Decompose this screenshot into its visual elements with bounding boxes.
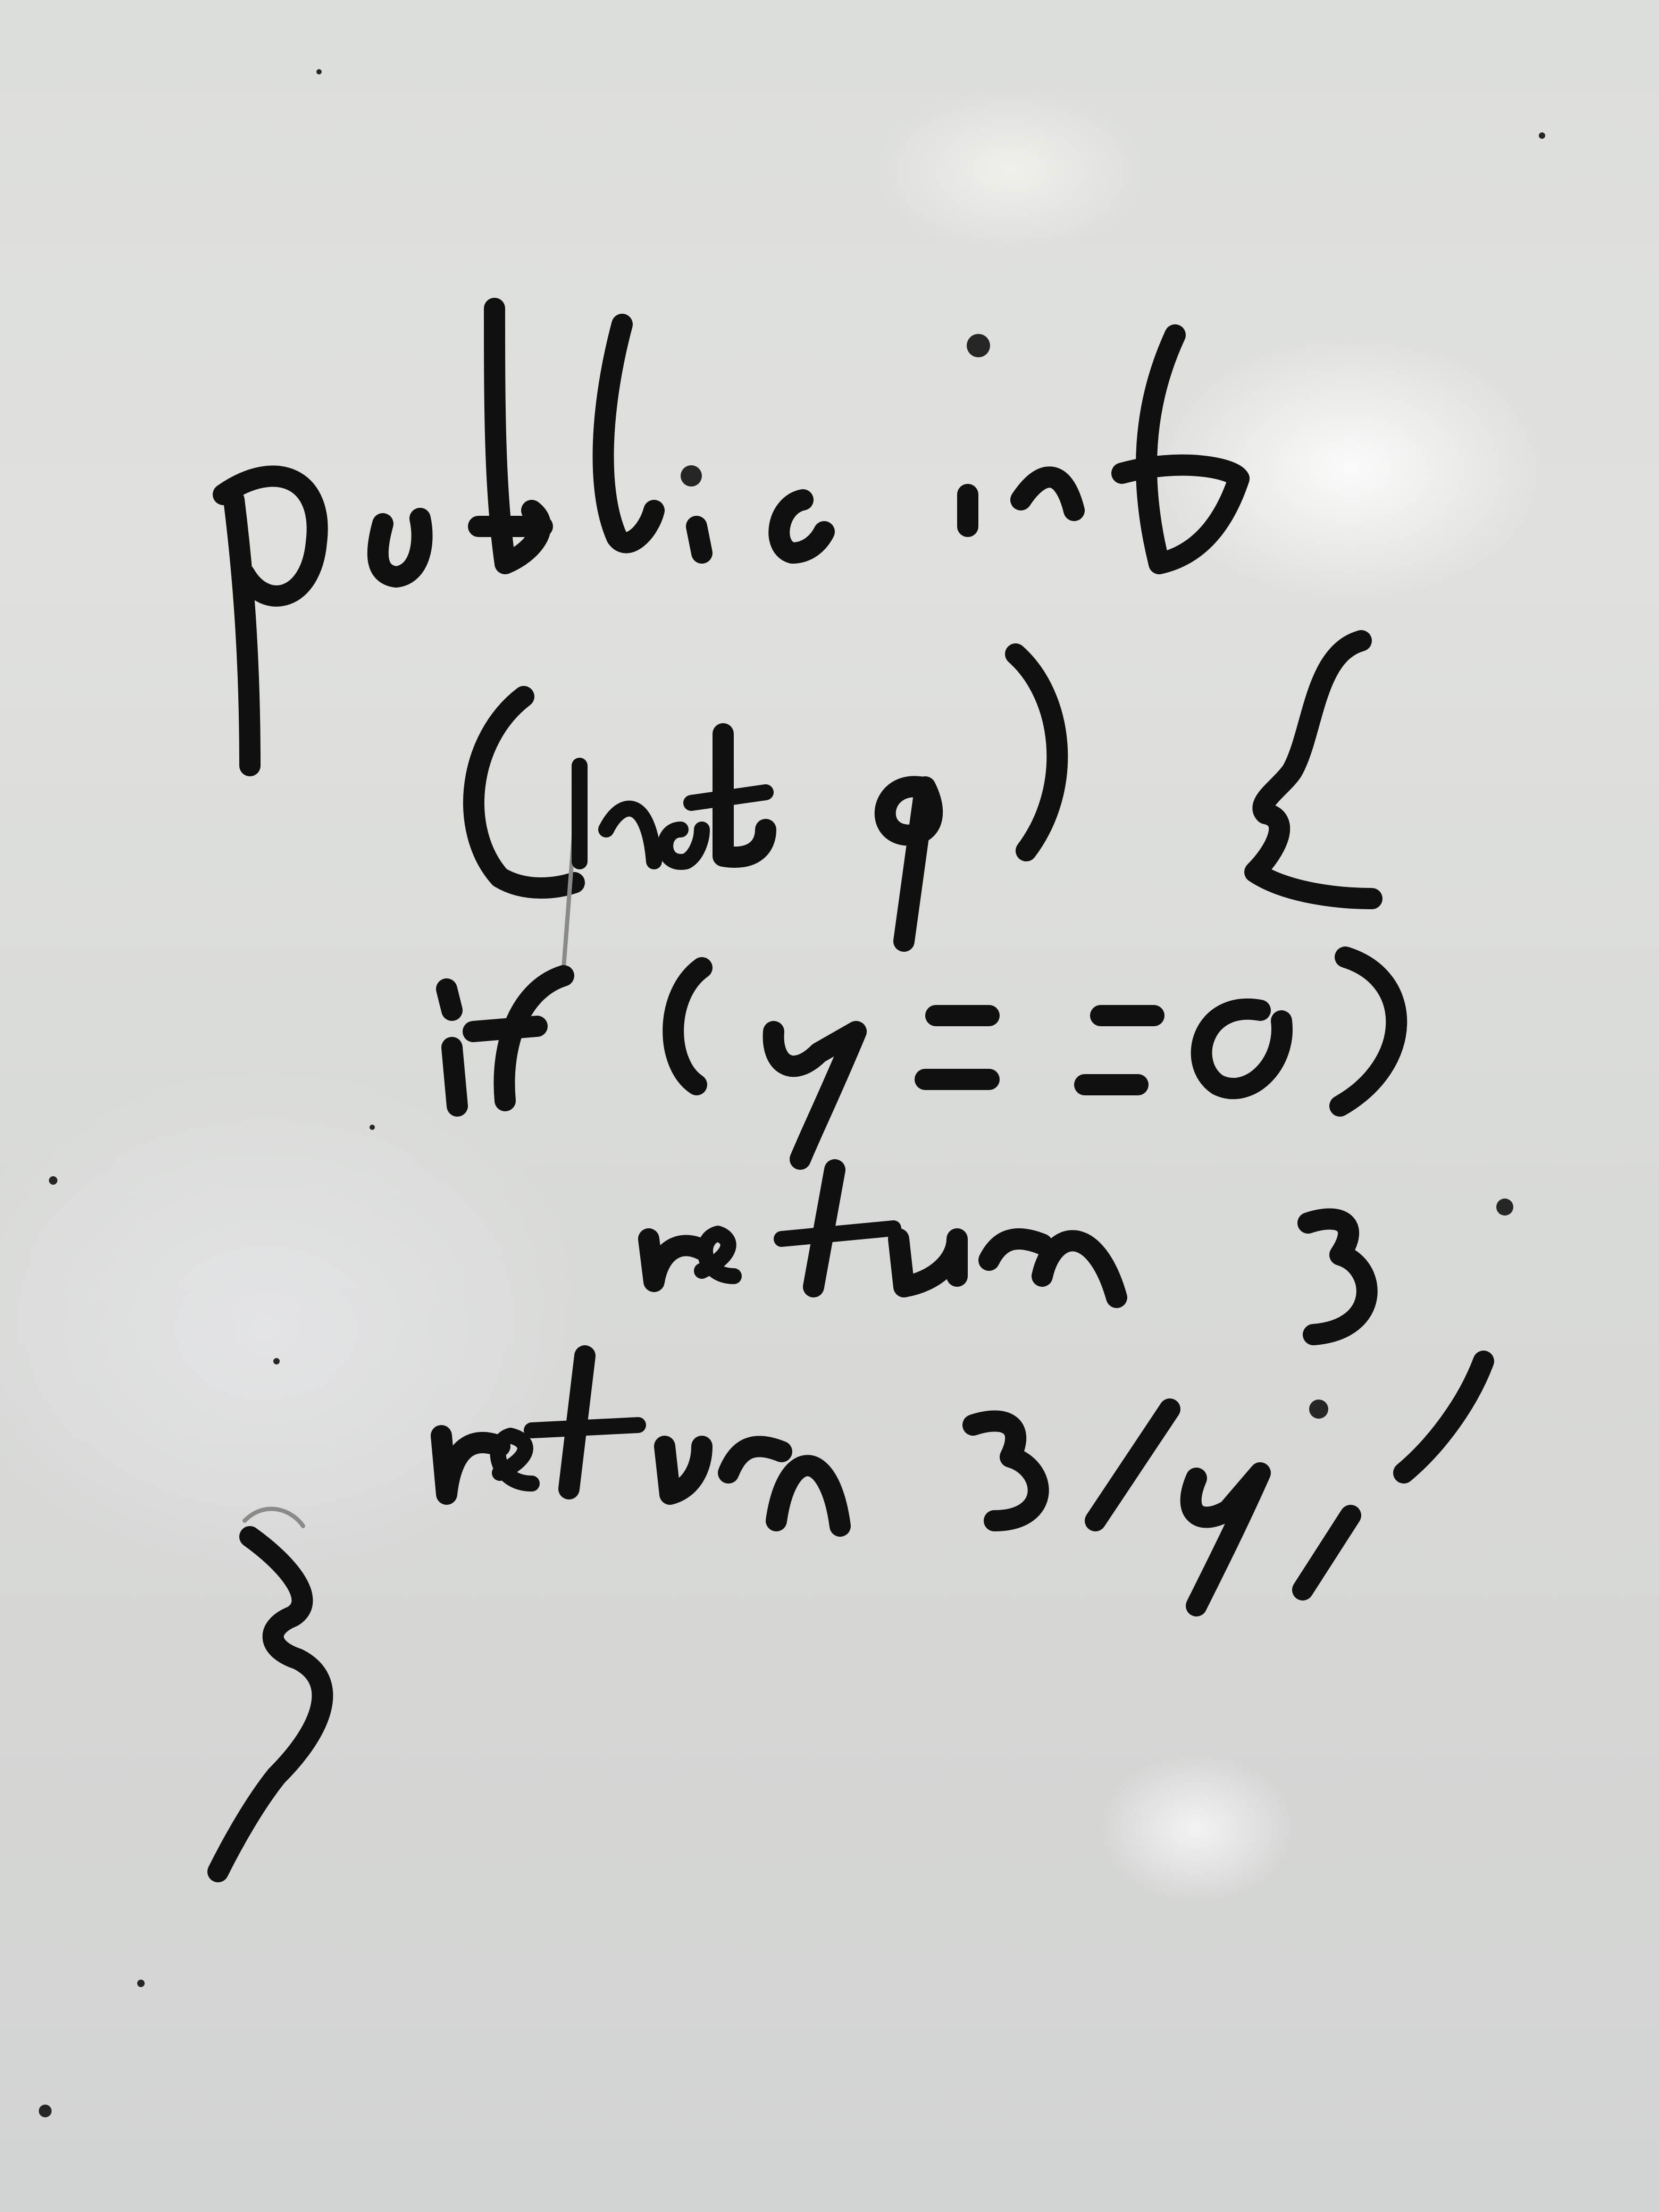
code-line-2-int-q-brace: [474, 641, 1372, 968]
code-line-1-public-int: [223, 308, 1239, 766]
code-line-5-return-3-div-y: [441, 1356, 1484, 1606]
code-line-3-if-condition: [447, 957, 1396, 1159]
code-line-6-closing-brace: [218, 1509, 322, 1872]
code-line-4-return-3: [649, 1170, 1513, 1335]
